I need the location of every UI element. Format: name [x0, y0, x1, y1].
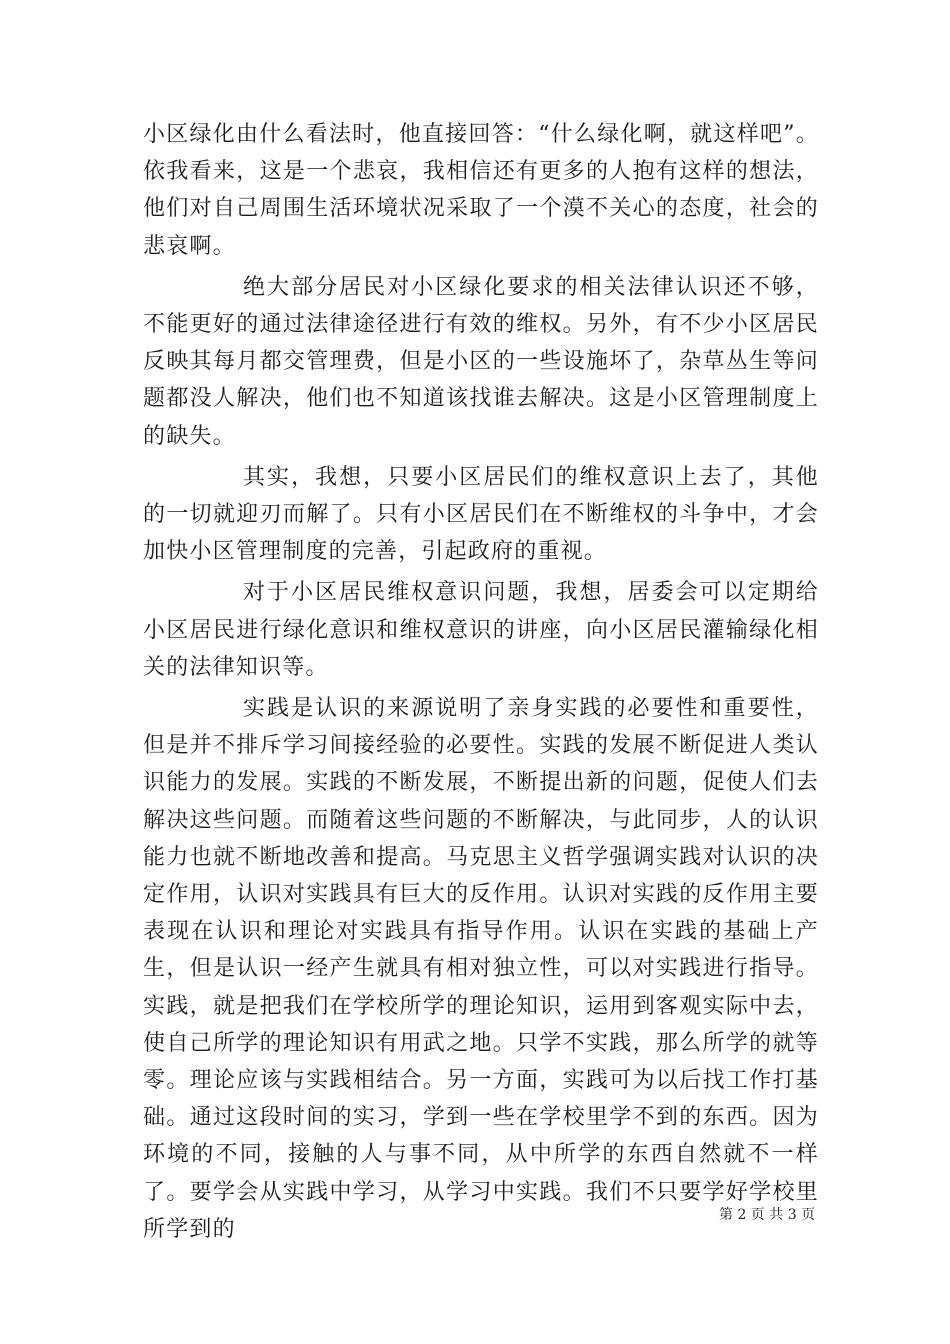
paragraph-2: 绝大部分居民对小区绿化要求的相关法律认识还不够，不能更好的通过法律途径进行有效的维权。另外，有不少小区居民反映其每月都交管理费，但是小区的一些设施坏了，杂草丛生等问题都没人解决，他们也不知道该找谁去解决。这是小区管理制度上的缺失。 — [143, 274, 819, 449]
document-body — [143, 116, 819, 1252]
paragraph-5: 实践是认识的来源说明了亲身实践的必要性和重要性，但是并不排斥学习间接经验的必要性。实践的发展不断促进人类认识能力的发展。实践的不断发展，不断提出新的问题，促使人们去解决这些问题。而随着这些问题的不断解决，与此同步，人的认识能力也就不断地改善和提高。马克思主义哲学强调实践对认识的决定作用，认识对实践具有巨大的反作用。认识对实践的反作用主要表现在认识和理论对实践具有指导作用。认识在实践的基础上产生，但是认识一经产生就具有相对独立性，可以对实践进行指导。实践，就是把我们在学校所学的理论知识，运用到客观实际中去，使自己所学的理论知识有用武之地。只学不实践，那么所学的就等零。理论应该与实践相结合。另一方面，实践可为以后找工作打基础。通过这段时间的实习，学到一些在学校里学不到的东西。因为环境的不同，接触的人与事不同，从中所学的东西自然就不一样了。要学会从实践中学习，从学习中实践。我们不只要学好学校里所学到的 — [143, 696, 819, 1242]
paragraph-3: 其实，我想，只要小区居民们的维权意识上去了，其他的一切就迎刃而解了。只有小区居民们在不断维权的斗争中，才会加快小区管理制度的完善，引起政府的重视。 — [143, 464, 819, 565]
page-number-footer: 第 2 页 共 3 页 — [719, 1207, 816, 1223]
paragraph-4: 对于小区居民维权意识问题，我想，居委会可以定期给小区居民进行绿化意识和维权意识的讲座，向小区居民灌输绿化相关的法律知识等。 — [143, 580, 819, 680]
paragraph-1: 小区绿化由什么看法时，他直接回答：“什么绿化啊，就这样吧”。依我看来，这是一个悲哀，我相信还有更多的人抱有这样的想法，他们对自己周围生活环境状况采取了一个漠不关心的态度，社会的悲哀啊。 — [143, 122, 819, 259]
